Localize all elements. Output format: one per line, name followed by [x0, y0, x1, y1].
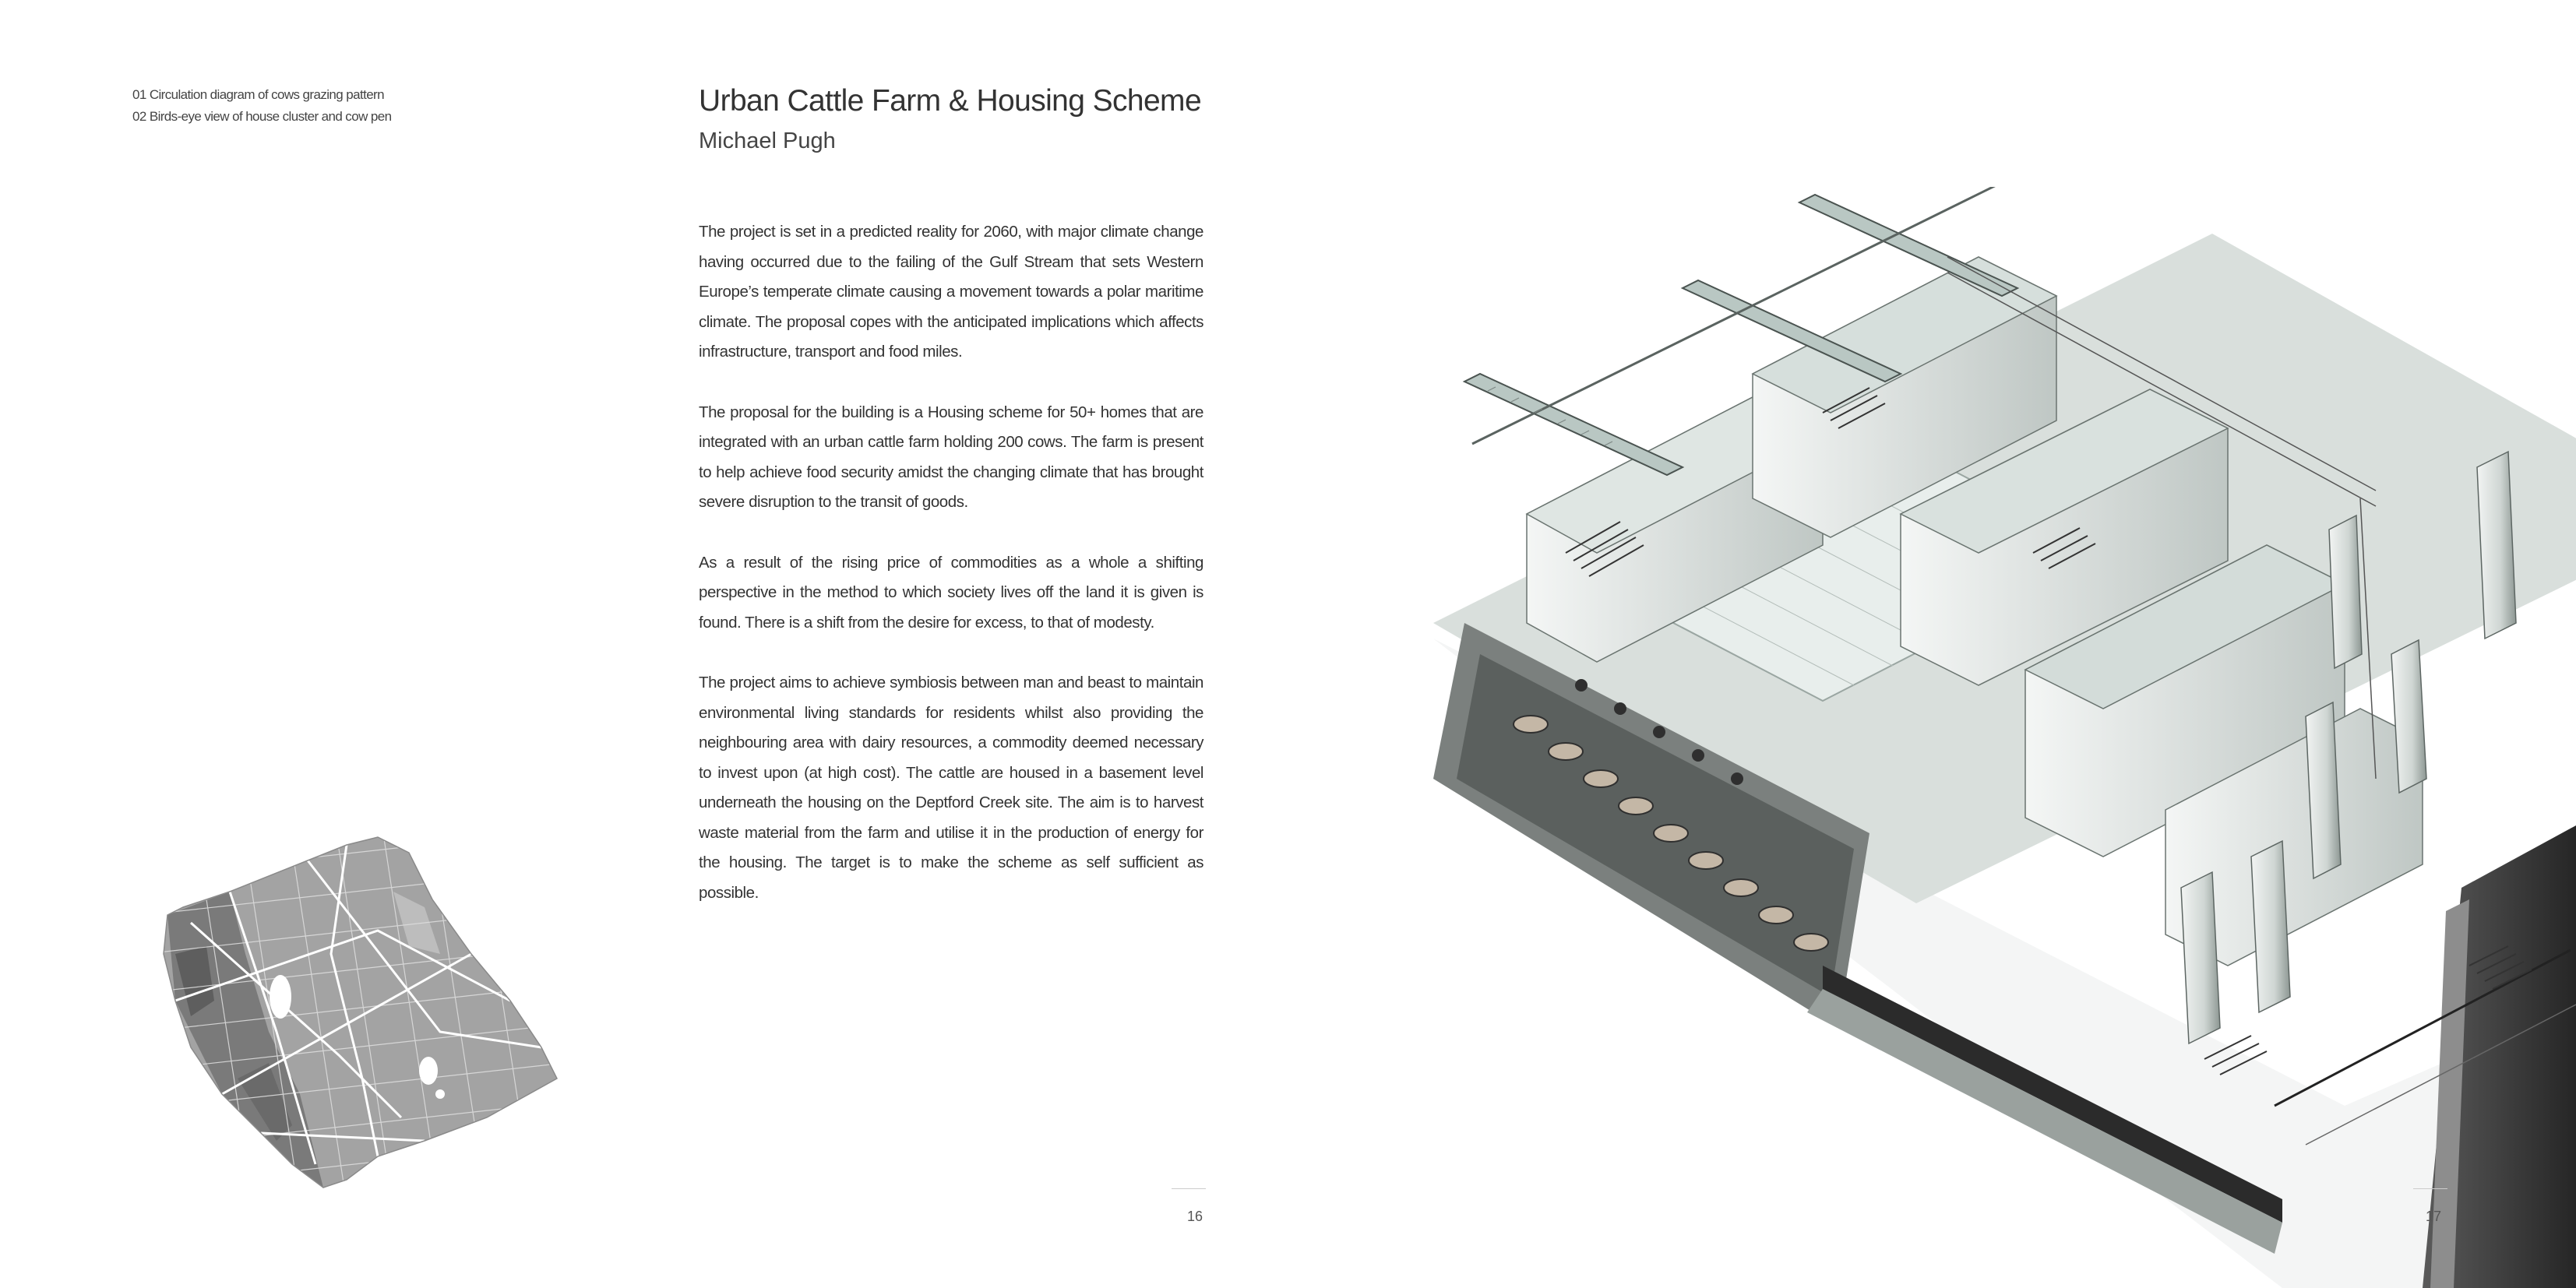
- circulation-diagram-map-icon: [144, 798, 565, 1203]
- caption-1: 01 Circulation diagram of cows grazing pattern: [132, 87, 384, 102]
- article-title: Urban Cattle Farm & Housing Scheme: [699, 84, 1202, 118]
- article-body: [699, 217, 1203, 938]
- page-number-right-text: 17: [2426, 1209, 2442, 1224]
- paragraph-3: As a result of the rising price of commodities as a whole a shifting perspective in the method to which society lives off the land it is given is found. There is a shift from the desire for excess, to that of modesty.: [699, 553, 1203, 632]
- paragraph-1: The project is set in a predicted reality for 2060, with major climate change having occurred due to the failing of the Gulf Stream that sets Western Europe’s temperate climate causing a movement towards a polar maritime climate. The proposal copes with the anticipated implications which affects infrastructure, transport and food miles.: [699, 223, 1203, 361]
- page-number-left: [1187, 1209, 1203, 1225]
- figure-captions: [132, 84, 391, 128]
- paragraph-4: The project aims to achieve symbiosis between man and beast to maintain environmental living standards for residents whilst also providing the neighbouring area with dairy resources, a commodity deemed necessary to invest upon (at high cost). The cattle are housed in a basement level underneath the housing on the Deptford Creek site. The aim is to harvest waste material from the farm and utilise it in the production of energy for the housing. The target is to make the scheme as self sufficient as possible.: [699, 673, 1203, 903]
- page-number-left-text: 16: [1187, 1209, 1203, 1224]
- page-number-rule: [1172, 1188, 1206, 1189]
- caption-2: 02 Birds-eye view of house cluster and cow pen: [132, 109, 392, 124]
- paragraph-2: The proposal for the building is a Housing scheme for 50+ homes that are integrated with an urban cattle farm holding 200 cows. The farm is present to help achieve food security amidst the changing climate that has brought severe disruption to the transit of goods.: [699, 403, 1203, 512]
- page-number-right: [2426, 1209, 2441, 1225]
- page-number-rule: [2413, 1188, 2447, 1189]
- article-author: Michael Pugh: [699, 128, 836, 153]
- birds-eye-axonometric-render-icon: [1387, 187, 2576, 1288]
